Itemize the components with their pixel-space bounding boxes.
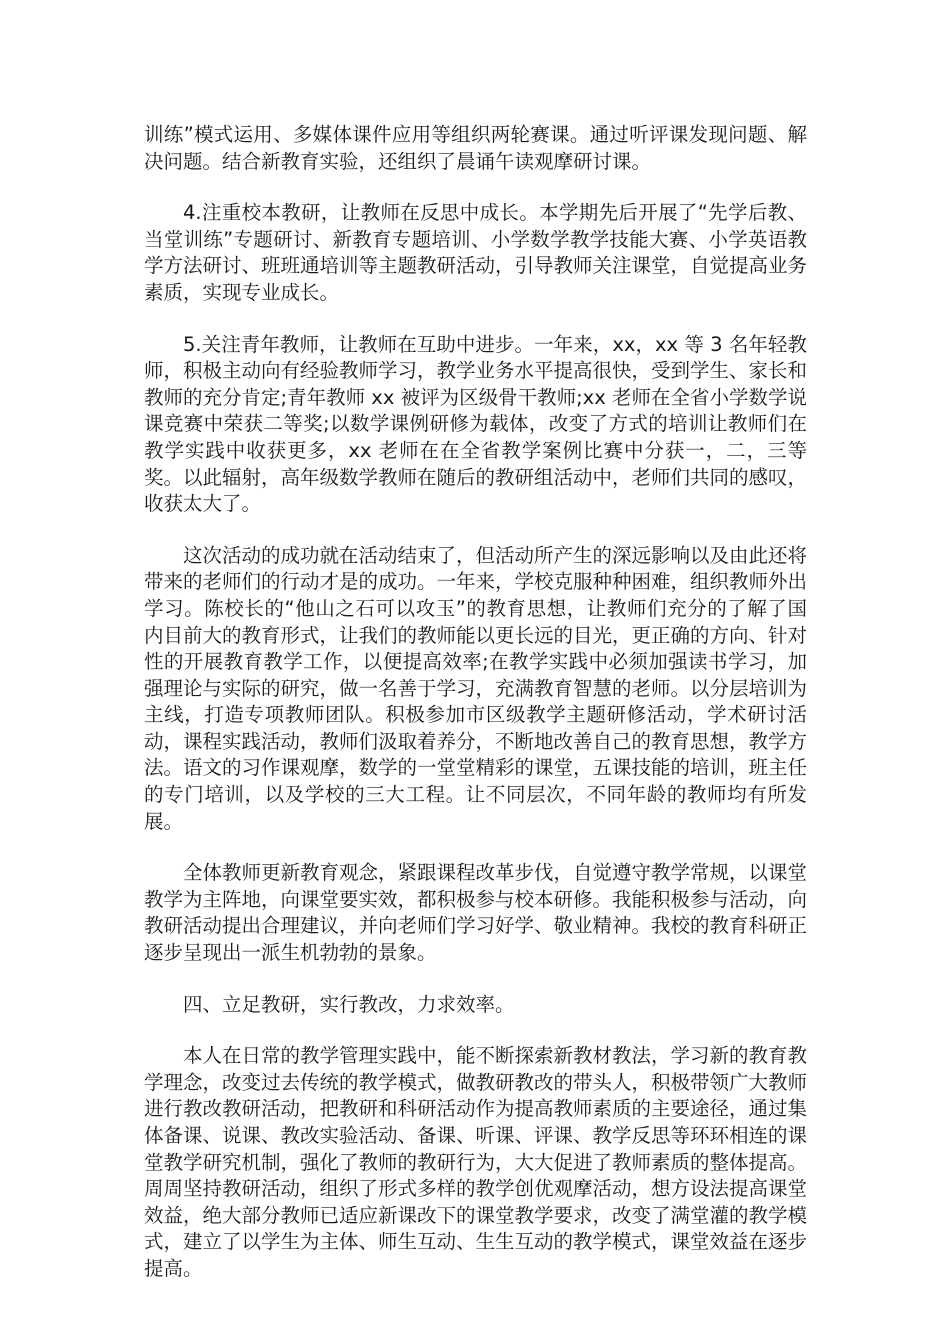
paragraph-teaching-management: 本人在日常的教学管理实践中，能不断探索新教材教法，学习新的教育教学理念，改变过去传统的教学模式，做教研教改的带头人，积极带领广大教师进行教改教研活动，把教研和科研活动作为提高教师素质的主要途径，通过集体备课、说课、教改实验活动、备课、听课、评课、教学反思等环环相连的课堂教学研究机制，强化了教师的教研行为，大大促进了教师素质的整体提高。周周坚持教研活动，组织了形式多样的教学创优观摩活动，想方设法提高课堂效益，绝大部分教师已适应新课改下的课堂教学要求，改变了满堂灌的教学模式，建立了以学生为主体、师生互动、生生互动的教学模式，课堂效益在逐步提高。 [144,1044,808,1280]
paragraph-young-teachers: 5.关注青年教师，让教师在互助中进步。一年来，xx，xx 等 3 名年轻教师，积极主动向有经验教师学习，教学业务水平提高很快，受到学生、家长和教师的充分肯定;青年教师 xx 被评为区级骨干教师;xx 老师在全省小学数学说课竞赛中荣获二等奖;以数学课例研修为载体，改变了方式的培训让教师们在教学实践中收获更多，xx 老师在在全省教学案例比赛中分获一，二，三等奖。以此辐射，高年级数学教师在随后的教研组活动中，老师们共同的感叹，收获太大了。 [144,332,808,516]
paragraph-school-research: 4.注重校本教研，让教师在反思中成长。本学期先后开展了“先学后教、当堂训练”专题研讨、新教育专题培训、小学数学教学技能大赛、小学英语教学方法研讨、班班通培训等主题教研活动，引导教师关注课堂，自觉提高业务素质，实现专业成长。 [144,201,808,304]
paragraph-continuation: 训练”模式运用、多媒体课件应用等组织两轮赛课。通过听评课发现问题、解决问题。结合新教育实验，还组织了晨诵午读观摩研讨课。 [144,123,807,173]
section-heading-four: 四、立足教研，实行教改，力求效率。 [183,992,515,1016]
paragraph-all-teachers: 全体教师更新教育观念，紧跟课程改革步伐，自觉遵守教学常规，以课堂教学为主阵地，向课堂要实效，都积极参与校本研修。我能积极参与活动，向教研活动提出合理建议，并向老师们学习好学、敬业精神。我校的教育科研正逐步呈现出一派生机勃勃的景象。 [144,861,808,965]
paragraph-activity-impact: 这次活动的成功就在活动结束了，但活动所产生的深远影响以及由此还将带来的老师们的行动才是的成功。一年来，学校克服种种困难，组织教师外出学习。陈校长的“他山之石可以攻玉”的教育思想，让教师们充分的了解了国内目前大的教育形式，让我们的教师能以更长远的目光，更正确的方向、针对性的开展教育教学工作，以便提高效率;在教学实践中必须加强读书学习，加强理论与实际的研究，做一名善于学习，充满教育智慧的老师。以分层培训为主线，打造专项教师团队。积极参加市区级教学主题研修活动，学术研讨活动，课程实践活动，教师们汲取着养分，不断地改善自己的教育思想，教学方法。语文的习作课观摩，数学的一堂堂精彩的课堂，五课技能的培训，班主任的专门培训，以及学校的三大工程。让不同层次，不同年龄的教师均有所发展。 [144,543,808,833]
document-body [144,122,807,1308]
